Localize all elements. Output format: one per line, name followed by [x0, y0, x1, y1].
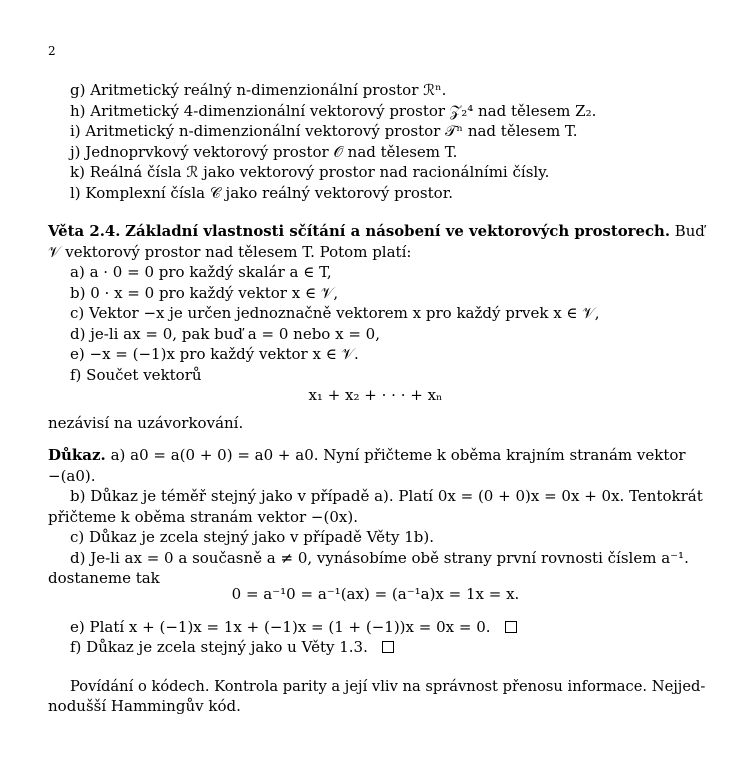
theorem-item-e: e) −x = (−1)x pro každý vektor x ∈ 𝒱. — [70, 345, 359, 363]
theorem-item-a: a) a · 0 = 0 pro každý skalár a ∈ T, — [70, 263, 332, 281]
theorem-item-f: f) Součet vektorů — [70, 366, 202, 384]
qed-square-icon — [505, 621, 517, 633]
proof-display-formula: 0 = a⁻¹0 = a⁻¹(ax) = (a⁻¹a)x = 1x = x. — [231, 585, 520, 603]
theorem-item-d: d) je-li ax = 0, pak buď a = 0 nebo x = 0, — [70, 325, 380, 343]
example-item-h: h) Aritmetický 4-dimenzionální vektorový prostor 𝒵₂⁴ nad tělesem Z₂. — [70, 102, 597, 120]
proof-part-d: d) Je-li ax = 0 a současně a ≠ 0, vynásobíme obě strany první rovnosti číslem a⁻¹. — [70, 549, 689, 567]
closing-paragraph-line-2: nodušší Hammingův kód. — [48, 697, 241, 715]
theorem-intro-end: Buď — [674, 222, 705, 240]
proof-b-continuation: přičteme k oběma stranám vektor −(0x). — [48, 508, 358, 526]
theorem-title: Základní vlastnosti sčítání a násobení ve vektorových prostorech. — [125, 222, 671, 240]
proof-part-c: c) Důkaz je zcela stejný jako v případě Věty 1b). — [70, 528, 435, 546]
proof-f-text: f) Důkaz je zcela stejný jako u Věty 1.3. — [70, 638, 368, 656]
theorem-heading — [48, 221, 705, 241]
example-item-l: l) Komplexní čísla 𝒞 jako reálný vektorový prostor. — [70, 184, 453, 202]
theorem-display-formula: x₁ + x₂ + · · · + xₙ — [308, 386, 443, 404]
theorem-item-c: c) Vektor −x je určen jednoznačně vektorem x pro každý prvek x ∈ 𝒱, — [70, 304, 600, 322]
theorem-intro: 𝒱 vektorový prostor nad tělesem T. Potom platí: — [48, 243, 412, 261]
closing-paragraph-line-1: Povídání o kódech. Kontrola parity a její vliv na správnost přenosu informace. Nejjed- — [70, 677, 706, 695]
proof-d-continuation: dostaneme tak — [48, 569, 160, 587]
proof-e-text: e) Platí x + (−1)x = 1x + (−1)x = (1 + (−1))x = 0x = 0. — [70, 618, 491, 636]
qed-square-icon — [382, 641, 394, 653]
proof-label: Důkaz. — [48, 446, 106, 464]
proof-part-e — [70, 617, 517, 637]
example-item-j: j) Jednoprvkový vektorový prostor 𝒪 nad tělesem T. — [70, 143, 458, 161]
example-item-g: g) Aritmetický reálný n-dimenzionální prostor ℛⁿ. — [70, 81, 447, 99]
page-number: 2 — [48, 44, 56, 58]
proof-part-a — [48, 445, 686, 465]
proof-part-b: b) Důkaz je téměř stejný jako v případě a). Platí 0x = (0 + 0)x = 0x + 0x. Tentokrát — [70, 487, 703, 505]
theorem-label: Věta 2.4. — [48, 222, 121, 240]
proof-a-text: a) a0 = a(0 + 0) = a0 + a0. Nyní přičteme k oběma krajním stranám vektor — [110, 446, 686, 464]
proof-a-continuation: −(a0). — [48, 467, 96, 485]
example-item-k: k) Reálná čísla ℛ jako vektorový prostor nad racionálními čísly. — [70, 163, 550, 181]
theorem-item-b: b) 0 · x = 0 pro každý vektor x ∈ 𝒱, — [70, 284, 339, 302]
proof-part-f — [70, 637, 394, 657]
example-item-i: i) Aritmetický n-dimenzionální vektorový prostor 𝒯ⁿ nad tělesem T. — [70, 122, 578, 140]
theorem-closing: nezávisí na uzávorkování. — [48, 414, 244, 432]
